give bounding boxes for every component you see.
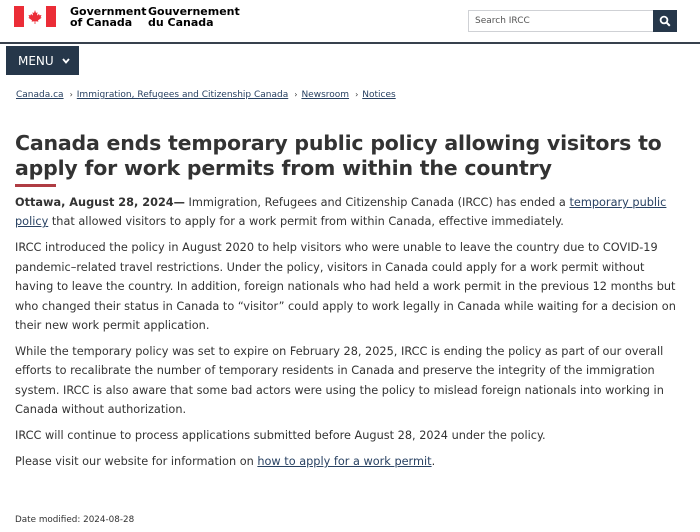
title-underline	[15, 184, 56, 187]
wordmark-french[interactable]	[148, 6, 240, 28]
flag-left-bar	[14, 6, 24, 27]
wordmark-fr-line2: du Canada	[148, 16, 214, 29]
dateline: Ottawa, August 28, 2024—	[15, 196, 185, 209]
paragraph-4: IRCC will continue to process applications submitted before August 28, 2024 under the policy.	[15, 428, 546, 442]
paragraph-1	[15, 193, 685, 232]
breadcrumb-ircc[interactable]: Immigration, Refugees and Citizenship Canada	[76, 90, 289, 100]
breadcrumb-canada-ca[interactable]: Canada.ca	[16, 90, 64, 100]
article-body	[15, 193, 685, 478]
p5-text-before-link: Please visit our website for information on	[15, 454, 258, 468]
breadcrumb	[16, 89, 396, 101]
paragraph-3: While the temporary policy was set to expire on February 28, 2025, IRCC is ending the policy as part of our overall efforts to recalibrate the number of temporary residents in Canada and preserve the integrity of the immigration system. IRCC is also aware that some bad actors were using the policy to mislead foreign nationals into working in Canada without authorization.	[15, 344, 664, 417]
date-modified: Date modified: 2024-08-28	[15, 515, 135, 525]
wordmark-fr-line1: Gouvernement	[148, 5, 240, 18]
wordmark-en-line2: of Canada	[70, 16, 133, 29]
breadcrumb-notices[interactable]: Notices	[362, 90, 396, 100]
flag-center	[24, 6, 46, 27]
menu-label: MENU	[18, 53, 54, 68]
flag-right-bar	[46, 6, 56, 27]
search-input[interactable]: Search IRCC	[468, 10, 654, 32]
p1-text-before-link: Immigration, Refugees and Citizenship Canada (IRCC) has ended a	[184, 196, 570, 209]
apply-work-permit-link[interactable]: how to apply for a work permit	[257, 454, 432, 468]
page-title: Canada ends temporary public policy allowing visitors to apply for work permits from within the country	[15, 131, 662, 180]
site-header	[0, 0, 700, 44]
chevron-down-icon	[62, 58, 70, 64]
chevron-right-icon: ›	[69, 90, 73, 99]
chevron-right-icon: ›	[294, 90, 298, 99]
p1-text-after-link: that allowed visitors to apply for a work permit from within Canada, effective immediately.	[48, 215, 564, 229]
menu-button[interactable]	[6, 46, 79, 75]
paragraph-5	[15, 452, 685, 471]
wordmark-en-line1: Government	[70, 5, 147, 18]
wordmark-english[interactable]	[70, 6, 146, 28]
canada-flag-icon[interactable]	[14, 6, 56, 27]
breadcrumb-newsroom[interactable]: Newsroom	[301, 90, 350, 100]
maple-leaf-icon	[27, 9, 43, 25]
paragraph-2: IRCC introduced the policy in August 2020 to help visitors who were unable to leave the country due to COVID-19 pandemic–related travel restrictions. Under the policy, visitors in Canada could apply for a work permit without having to leave the country. In addition, foreign nationals who had held a work permit in the previous 12 months but who changed their status in Canada to “visitor” could apply to work legally in Canada while waiting for a decision on their new work permit application.	[15, 241, 676, 332]
p5-text-after-link: .	[431, 454, 436, 468]
chevron-right-icon: ›	[355, 90, 359, 99]
temporary-public-policy-link[interactable]: temporary public policy	[15, 196, 667, 229]
search-icon	[659, 15, 671, 27]
search-button[interactable]	[653, 10, 677, 32]
